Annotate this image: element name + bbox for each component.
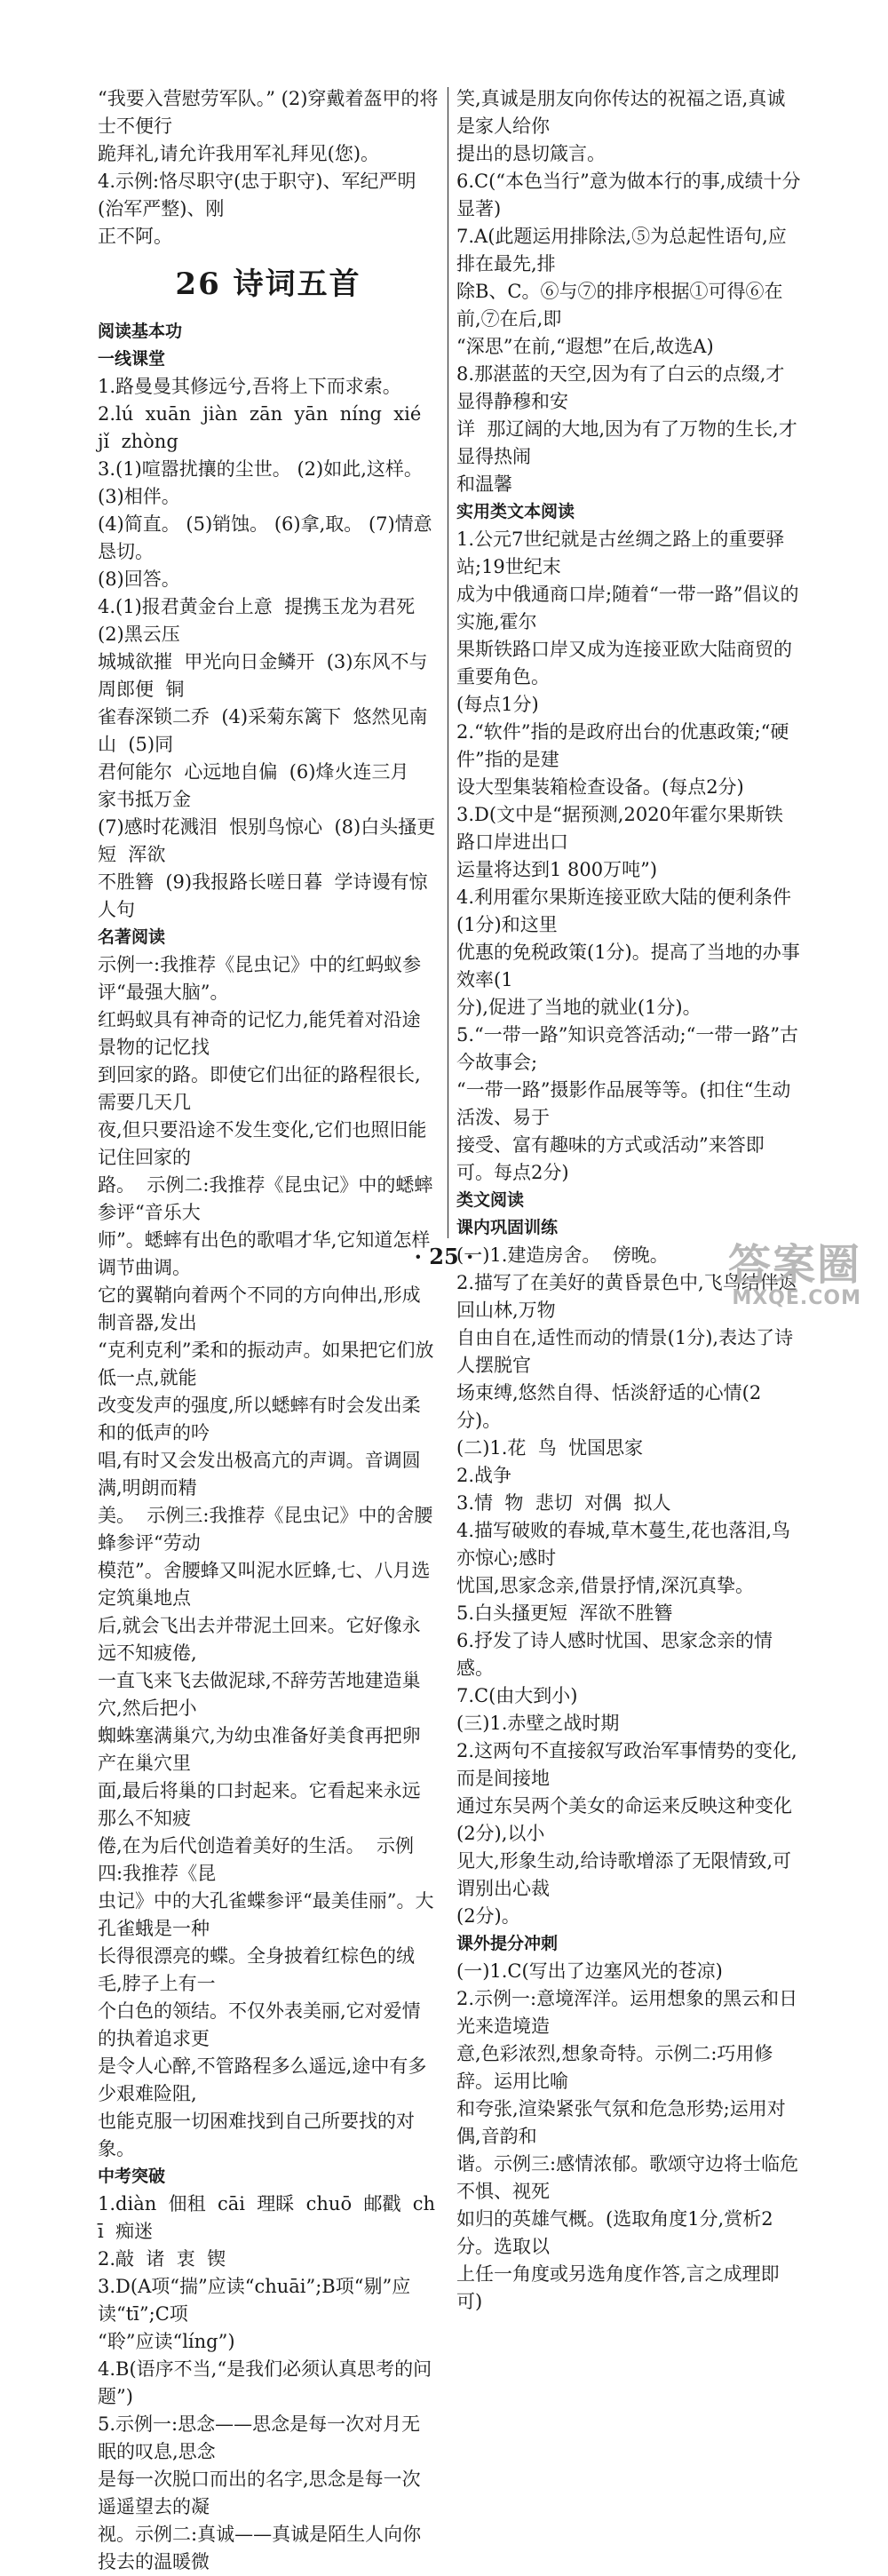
text-line: 2.描写了在美好的黄昏景色中,飞鸟结伴返回山林,万物 — [456, 1272, 797, 1321]
text-line: 也能克服一切困难找到自己所要找的对象。 — [98, 2111, 415, 2159]
text-line: 正不阿。 — [98, 226, 172, 247]
text-line: 提出的恳切箴言。 — [456, 143, 606, 164]
text-line: 6.抒发了诗人感时忧国、思家念亲的情感。 — [456, 1630, 773, 1679]
text-line: 通过东吴两个美女的命运来反映这种变化(2分),以小 — [456, 1795, 792, 1844]
text-line: 是每一次脱口而出的名字,思念是每一次遥遥望去的凝 — [98, 2469, 421, 2517]
exam-answers — [98, 2190, 439, 2576]
text-line: 7.A(此题运用排除法,⑤为总起性语句,应排在最先,排 — [456, 226, 787, 274]
text-line: 后,就会飞出去并带泥土回来。它好像永远不知疲倦, — [98, 1615, 421, 1664]
text-line: 个白色的领结。不仅外表美丽,它对爱情的执着追求更 — [98, 2000, 421, 2049]
text-line: 3.D(A项“揣”应读“chuāi”;B项“剔”应读“tī”;C项 — [98, 2276, 411, 2325]
text-line: 跪拜礼,请允许我用军礼拜见(您)。 — [98, 143, 380, 164]
text-line: 除B、C。⑥与⑦的排序根据①可得⑥在前,⑦在后,即 — [456, 281, 783, 330]
right-intro — [456, 85, 801, 498]
extra-answers — [456, 1958, 801, 2316]
text-line: 2.lú xuān jiàn zān yān níng xié jǐ zhòng — [98, 403, 433, 452]
heading-inclass-training: 课内巩固训练 — [456, 1218, 559, 1237]
text-line: 果斯铁路口岸又成为连接亚欧大陆商贸的重要角色。 — [456, 639, 792, 688]
text-line: “聆”应读“líng”) — [98, 2331, 235, 2352]
watermark — [728, 1242, 861, 1309]
text-line: 如归的英雄气概。(选取角度1分,赏析2分。选取以 — [456, 2208, 773, 2257]
text-line: 师”。蟋蟀有出色的歌唱才华,它知道怎样调节曲调。 — [98, 1229, 431, 1278]
text-line: 1.路曼曼其修远兮,吾将上下而求索。 — [98, 376, 401, 397]
text-line: 4.利用霍尔果斯连接亚欧大陆的便利条件(1分)和这里 — [456, 886, 792, 935]
page-number: · 25 · — [414, 1244, 474, 1269]
inclass-answers — [456, 1242, 801, 1930]
heading-extra-sprint: 课外提分冲刺 — [456, 1934, 559, 1953]
text-line: 4.B(语序不当,“是我们必须认真思考的问题”) — [98, 2358, 432, 2407]
text-line: 和夸张,渲染紧张气氛和危急形势;运用对偶,音韵和 — [456, 2098, 786, 2147]
text-line: 它的翼鞘向着两个不同的方向伸出,形成制音器,发出 — [98, 1284, 421, 1333]
text-line: 4.(1)报君黄金台上意 提携玉龙为君死 (2)黑云压 — [98, 596, 427, 645]
text-line: 到回家的路。即使它们出征的路程很长,需要几天几 — [98, 1064, 421, 1113]
text-line: 7.C(由大到小) — [456, 1685, 578, 1706]
text-line: 蜘蛛塞满巢穴,为幼虫准备好美食再把卵产在巢穴里 — [98, 1725, 421, 1774]
text-line: 2.敲 诸 衷 锲 — [98, 2248, 226, 2270]
heading-classics-reading: 名著阅读 — [98, 927, 166, 947]
text-line: 6.C(“本色当行”意为做本行的事,成绩十分显著) — [456, 171, 801, 219]
text-line: 君何能尔 心远地自偏 (6)烽火连三月 家书抵万金 — [98, 761, 421, 810]
right-column — [456, 85, 801, 2316]
text-line: 5.示例一:思念——思念是每一次对月无眠的叹息,思念 — [98, 2413, 421, 2462]
text-line: (每点1分) — [456, 694, 539, 715]
text-line: 见大,形象生动,给诗歌增添了无限情致,可谓别出心裁 — [456, 1850, 792, 1899]
text-line: 4.描写破败的春城,草木蔓生,花也落泪,鸟亦惊心;感时 — [456, 1520, 791, 1569]
text-line: (三)1.赤壁之战时期 — [456, 1713, 620, 1734]
text-line: (8)回答。 — [98, 568, 180, 590]
text-line: 红蚂蚁具有神奇的记忆力,能凭着对沿途景物的记忆找 — [98, 1009, 421, 1058]
text-line: 一直飞来飞去做泥球,不辞劳苦地建造巢穴,然后把小 — [98, 1670, 421, 1719]
text-line: 5.“一带一路”知识竞答活动;“一带一路”古今故事会; — [456, 1024, 799, 1073]
text-line: 意,色彩浓烈,想象奇特。示例二:巧用修辞。运用比喻 — [456, 2043, 773, 2092]
text-line: 3.(1)喧嚣扰攘的尘世。 (2)如此,这样。 (3)相伴。 — [98, 458, 429, 507]
text-line: 2.“软件”指的是政府出台的优惠政策;“硬件”指的是建 — [456, 721, 789, 770]
text-line: 是令人心醉,不管路程多么遥远,途中有多少艰难险阻, — [98, 2055, 427, 2104]
text-line: 谐。示例三:感情浓郁。歌颂守边将士临危不惧、视死 — [456, 2153, 799, 2202]
text-line: “一带一路”摄影作品展等等。(扣住“生动活泼、易于 — [456, 1079, 791, 1128]
text-line: (4)简直。 (5)销蚀。 (6)拿,取。 (7)情意恳切。 — [98, 513, 432, 562]
text-line: 虫记》中的大孔雀蝶参评“最美佳丽”。大孔雀蛾是一种 — [98, 1890, 434, 1939]
text-line: 2.示例一:意境浑洋。运用想象的黑云和日光来造境造 — [456, 1988, 798, 2037]
text-line: 城城欲摧 甲光向日金鳞开 (3)东风不与周郎便 铜 — [98, 651, 428, 700]
text-line: 2.这两句不直接叙写政治军事情势的变化,而是间接地 — [456, 1740, 797, 1789]
text-line: 3.D(文中是“据预测,2020年霍尔果斯铁路口岸进出口 — [456, 804, 783, 853]
heading-exam-breakthrough: 中考突破 — [98, 2167, 166, 2186]
text-line: 唱,有时又会发出极高亢的声调。音调圆满,明朗而精 — [98, 1450, 421, 1499]
left-column — [98, 85, 439, 2576]
class-answers — [98, 373, 439, 924]
text-line: 忧国,思家念亲,借景抒情,深沉真挚。 — [456, 1575, 755, 1596]
text-line: 4.示例:恪尽职守(忠于职守)、军纪严明(治军严整)、刚 — [98, 171, 416, 219]
heading-frontline-class: 一线课堂 — [98, 349, 166, 369]
classics-answers — [98, 951, 439, 2163]
text-line: 雀春深锁二乔 (4)采菊东篱下 悠然见南山 (5)同 — [98, 706, 428, 755]
text-line: 1.公元7世纪就是古丝绸之路上的重要驿站;19世纪末 — [456, 529, 785, 577]
text-line: 不胜簪 (9)我报路长嗟日暮 学诗谩有惊人句 — [98, 871, 428, 920]
text-line: 2.战争 — [456, 1465, 512, 1486]
text-line: 路。 示例二:我推荐《昆虫记》中的蟋蟀参评“音乐大 — [98, 1174, 433, 1223]
text-line: (二)1.花 鸟 忧国思家 — [456, 1437, 644, 1459]
watermark-url: MXQE.COM — [732, 1287, 861, 1309]
text-line: “克利克利”柔和的振动声。如果把它们放低一点,就能 — [98, 1340, 434, 1388]
section-title: 26 诗词五首 — [175, 266, 361, 302]
text-line: 倦,在为后代创造着美好的生活。 示例四:我推荐《昆 — [98, 1835, 415, 1884]
text-line: 设大型集装箱检查设备。(每点2分) — [456, 776, 744, 798]
text-line: (2分)。 — [456, 1905, 520, 1927]
practical-answers — [456, 526, 801, 1187]
heading-practical-text: 实用类文本阅读 — [456, 502, 575, 521]
text-line: 3.情 物 悲切 对偶 拟人 — [456, 1492, 671, 1514]
text-line: (一)1.建造房舍。 傍晚。 — [456, 1244, 669, 1266]
text-line: 8.那湛蓝的天空,因为有了白云的点缀,才显得静穆和安 — [456, 363, 785, 412]
text-line: 夜,但只要沿途不发生变化,它们也照旧能记住回家的 — [98, 1119, 427, 1168]
text-line: 5.白头搔更短 浑欲不胜簪 — [456, 1602, 673, 1624]
text-line: 和温馨 — [456, 473, 512, 495]
heading-basic-skills: 阅读基本功 — [98, 322, 183, 341]
text-line: 成为中俄通商口岸;随着“一带一路”倡议的实施,霍尔 — [456, 584, 799, 632]
text-line: 接受、富有趣味的方式或活动”来答即可。每点2分) — [456, 1134, 765, 1183]
text-line: 自由自在,适性而动的情景(1分),表达了诗人摆脱官 — [456, 1327, 794, 1376]
text-line: 示例一:我推荐《昆虫记》中的红蚂蚁参评“最强大脑”。 — [98, 954, 422, 1003]
text-line: 分),促进了当地的就业(1分)。 — [456, 997, 702, 1018]
text-line: (一)1.C(写出了边塞风光的苍凉) — [456, 1960, 723, 1982]
text-line: 上任一角度或另选角度作答,言之成理即可) — [456, 2263, 780, 2312]
text-line: 美。 示例三:我推荐《昆虫记》中的舍腰蜂参评“劳动 — [98, 1505, 433, 1554]
text-line: 改变发声的强度,所以蟋蟀有时会发出柔和的低声的吟 — [98, 1395, 421, 1443]
text-line: 笑,真诚是朋友向你传达的祝福之语,真诚是家人给你 — [456, 88, 786, 137]
text-line: (7)感时花溅泪 恨别鸟惊心 (8)白头搔更短 浑欲 — [98, 816, 436, 865]
text-line: 优惠的免税政策(1分)。提高了当地的办事效率(1 — [456, 942, 800, 990]
text-line: 长得很漂亮的蝶。全身披着红棕色的绒毛,脖子上有一 — [98, 1945, 415, 1994]
watermark-logo: 答案圈 — [727, 1240, 861, 1290]
heading-similar-reading: 类文阅读 — [456, 1190, 525, 1210]
text-line: 1.diàn 佃租 cāi 理睬 chuō 邮戳 chī 痴迷 — [98, 2193, 436, 2242]
text-line: 详 那辽阔的大地,因为有了万物的生长,才显得热闹 — [456, 418, 797, 467]
text-line: 运量将达到1 800万吨”) — [456, 859, 658, 880]
text-line: “我要入营慰劳军队。” (2)穿戴着盔甲的将士不便行 — [98, 88, 439, 137]
text-line: “深思”在前,“遐想”在后,故选A) — [456, 336, 714, 357]
text-line: 面,最后将巢的口封起来。它看起来永远那么不知疲 — [98, 1780, 421, 1829]
text-line: 视。示例二:真诚——真诚是陌生人向你投去的温暖微 — [98, 2524, 422, 2572]
text-line: 模范”。舍腰蜂又叫泥水匠蜂,七、八月选定筑巢地点 — [98, 1560, 431, 1609]
left-intro — [98, 85, 439, 250]
text-line: 场束缚,悠然自得、恬淡舒适的心情(2分)。 — [456, 1382, 762, 1431]
